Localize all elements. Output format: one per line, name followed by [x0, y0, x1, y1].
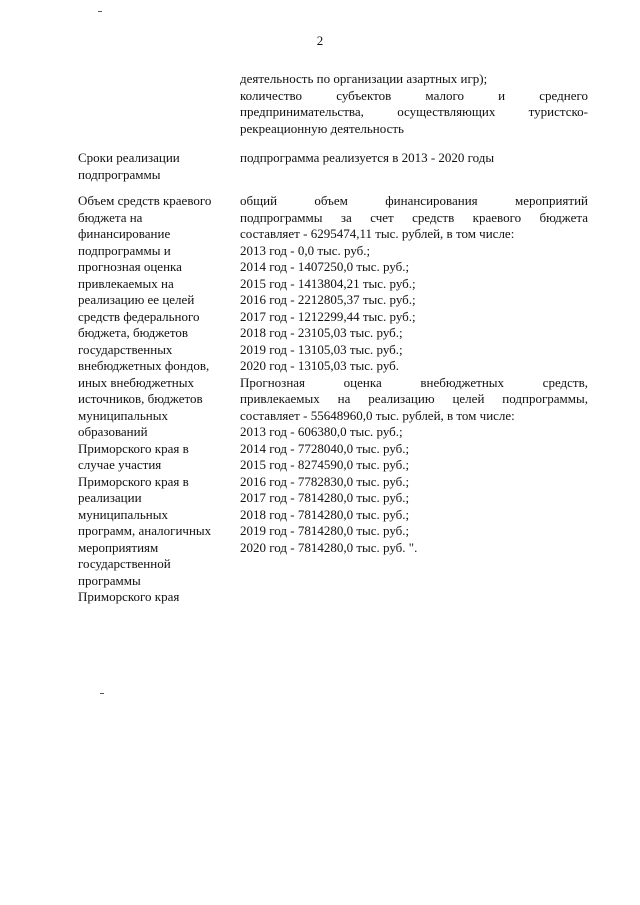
funding-label: [78, 193, 238, 606]
term-value-text: подпрограмма реализуется в 2013 - 2020 годы: [240, 150, 495, 165]
funding-value-line: 2020 год - 13105,03 тыс. руб.: [240, 358, 400, 373]
funding-label-line: мероприятиям: [78, 539, 159, 555]
funding-label-line: прогнозная оценка: [78, 259, 182, 274]
funding-label-line: реализации: [78, 490, 142, 505]
funding-value-line: 2014 год - 1407250,0 тыс. руб.;: [240, 259, 410, 274]
funding-label-line: Приморского края: [78, 589, 180, 604]
funding-value-line: 2017 год - 1212299,44 тыс. руб.;: [240, 308, 416, 324]
funding-value-line: 2018 год - 23105,03 тыс. руб.;: [240, 325, 403, 340]
funding-value: [240, 193, 588, 556]
intro-line: деятельность по организации азартных игр);: [240, 71, 488, 86]
funding-label-line: привлекаемых на: [78, 275, 174, 291]
funding-label-line: случае участия: [78, 457, 162, 472]
funding-label-line: бюджета, бюджетов: [78, 325, 188, 340]
funding-label-line: программ, аналогичных: [78, 523, 212, 538]
intro-line: предпринимательства, осуществляющих туристско-: [240, 104, 588, 119]
funding-value-line: 2017 год - 7814280,0 тыс. руб.;: [240, 490, 410, 505]
funding-label-line: бюджета на: [78, 209, 143, 225]
funding-value-line: 2019 год - 7814280,0 тыс. руб.;: [240, 523, 410, 538]
funding-value-line: 2019 год - 13105,03 тыс. руб.;: [240, 341, 403, 357]
funding-value-line: подпрограммы за счет средств краевого бюджета: [240, 209, 588, 225]
funding-label-line: иных внебюджетных: [78, 374, 194, 390]
funding-label-line: средств федерального: [78, 308, 200, 324]
funding-label-line: источников, бюджетов: [78, 391, 203, 406]
intro-line: рекреационную деятельность: [240, 120, 404, 136]
funding-label-line: Приморского края в: [78, 440, 189, 456]
term-value: [240, 150, 588, 167]
funding-label-line: финансирование: [78, 226, 171, 241]
funding-value-line: 2018 год - 7814280,0 тыс. руб.;: [240, 506, 410, 522]
funding-label-line: подпрограммы и: [78, 242, 171, 258]
funding-value-line: 2014 год - 7728040,0 тыс. руб.;: [240, 440, 410, 456]
funding-label-line: Объем средств краевого: [78, 193, 212, 208]
scan-mark: [100, 693, 104, 694]
funding-label-line: внебюджетных фондов,: [78, 358, 210, 373]
intro-continuation: [240, 71, 588, 137]
funding-value-line: составляет - 6295474,11 тыс. рублей, в том числе:: [240, 226, 515, 241]
intro-line: количество субъектов малого и среднего: [240, 87, 588, 103]
funding-value-line: 2020 год - 7814280,0 тыс. руб. ".: [240, 539, 418, 555]
scan-mark: [98, 11, 102, 12]
funding-label-line: образований: [78, 424, 148, 439]
funding-value-line: 2016 год - 2212805,37 тыс. руб.;: [240, 292, 416, 307]
funding-label-line: муниципальных: [78, 407, 169, 423]
page-number: 2: [316, 33, 324, 48]
funding-value-line: 2015 год - 1413804,21 тыс. руб.;: [240, 275, 416, 291]
funding-label-line: муниципальных: [78, 506, 169, 522]
funding-value-line: составляет - 55648960,0 тыс. рублей, в том числе:: [240, 407, 515, 423]
funding-label-line: реализацию ее целей: [78, 292, 195, 307]
funding-label-line: государственных: [78, 341, 173, 357]
funding-value-line: Прогнозная оценка внебюджетных средств,: [240, 374, 588, 390]
funding-value-line: общий объем финансирования мероприятий: [240, 193, 588, 208]
term-label-line: Сроки реализации: [78, 150, 180, 165]
funding-label-line: государственной: [78, 556, 171, 571]
funding-value-line: 2013 год - 606380,0 тыс. руб.;: [240, 424, 403, 439]
funding-value-line: привлекаемых на реализацию целей подпрограммы,: [240, 391, 588, 406]
funding-value-line: 2015 год - 8274590,0 тыс. руб.;: [240, 457, 410, 472]
funding-value-line: 2013 год - 0,0 тыс. руб.;: [240, 242, 371, 258]
funding-value-line: 2016 год - 7782830,0 тыс. руб.;: [240, 473, 410, 489]
term-label-line: подпрограммы: [78, 166, 161, 182]
funding-label-line: программы: [78, 572, 141, 588]
term-label: [78, 150, 238, 183]
funding-label-line: Приморского края в: [78, 473, 189, 489]
